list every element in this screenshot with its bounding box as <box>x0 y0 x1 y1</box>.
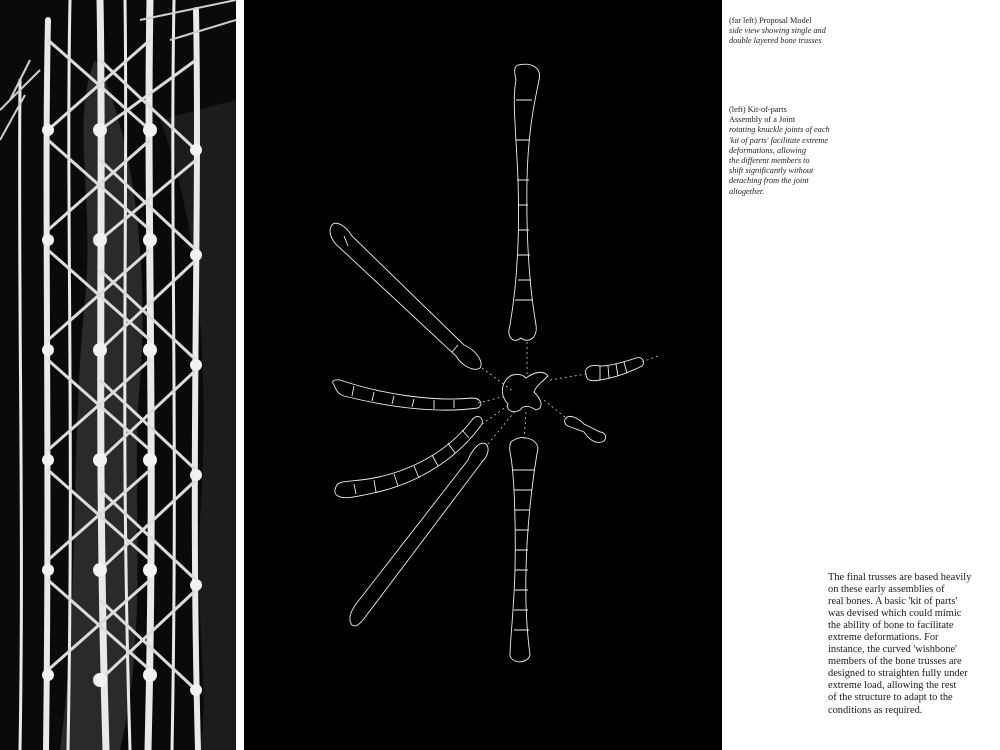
proposal-model-caption-title: (far left) Proposal Model <box>729 16 812 25</box>
kit-of-parts-caption-line: altogether. <box>729 186 765 196</box>
kit-of-parts-caption-line: the different members to <box>729 156 810 166</box>
kit-of-parts-caption-title: (left) Kit-of-parts <box>729 105 787 114</box>
body-line: instance, the curved 'wishbone' <box>828 644 957 656</box>
body-line: the ability of bone to facilitate <box>828 620 954 632</box>
body-line: extreme deformations. For <box>828 632 939 644</box>
proposal-model-photo <box>0 0 236 750</box>
body-line: designed to straighten fully under <box>828 668 968 680</box>
proposal-model-caption-line: double layered bone trusses <box>729 36 822 46</box>
proposal-model-caption <box>729 16 839 47</box>
joint-assembly-drawing <box>244 0 722 750</box>
kit-of-parts-caption <box>729 105 839 197</box>
kit-of-parts-drawing <box>244 0 722 750</box>
body-line: was devised which could mimic <box>828 608 962 620</box>
body-line: extreme load, allowing the rest <box>828 680 957 692</box>
body-line: on these early assemblies of <box>828 584 945 596</box>
kit-of-parts-caption-line: rotating knuckle joints of each <box>729 125 830 135</box>
kit-of-parts-caption-line: shift significantly without <box>729 166 814 176</box>
body-line: members of the bone trusses are <box>828 656 962 668</box>
kit-of-parts-caption-line: 'kit of parts' facilitate extreme <box>729 135 829 145</box>
bone-truss-image <box>0 0 236 750</box>
body-line: of the structure to adapt to the <box>828 692 953 704</box>
body-line: real bones. A basic 'kit of parts' <box>828 596 958 608</box>
kit-of-parts-caption-line: deformations, allowing <box>729 145 806 155</box>
kit-of-parts-caption-line: detaching from the joint <box>729 176 809 186</box>
kit-of-parts-caption-subtitle: Assembly of a Joint <box>729 115 796 125</box>
body-paragraph <box>828 572 978 717</box>
proposal-model-caption-line: side view showing single and <box>729 26 826 36</box>
body-line: The final trusses are based heavily <box>828 572 972 583</box>
gutter <box>236 0 244 750</box>
body-line: conditions as required. <box>828 704 923 716</box>
